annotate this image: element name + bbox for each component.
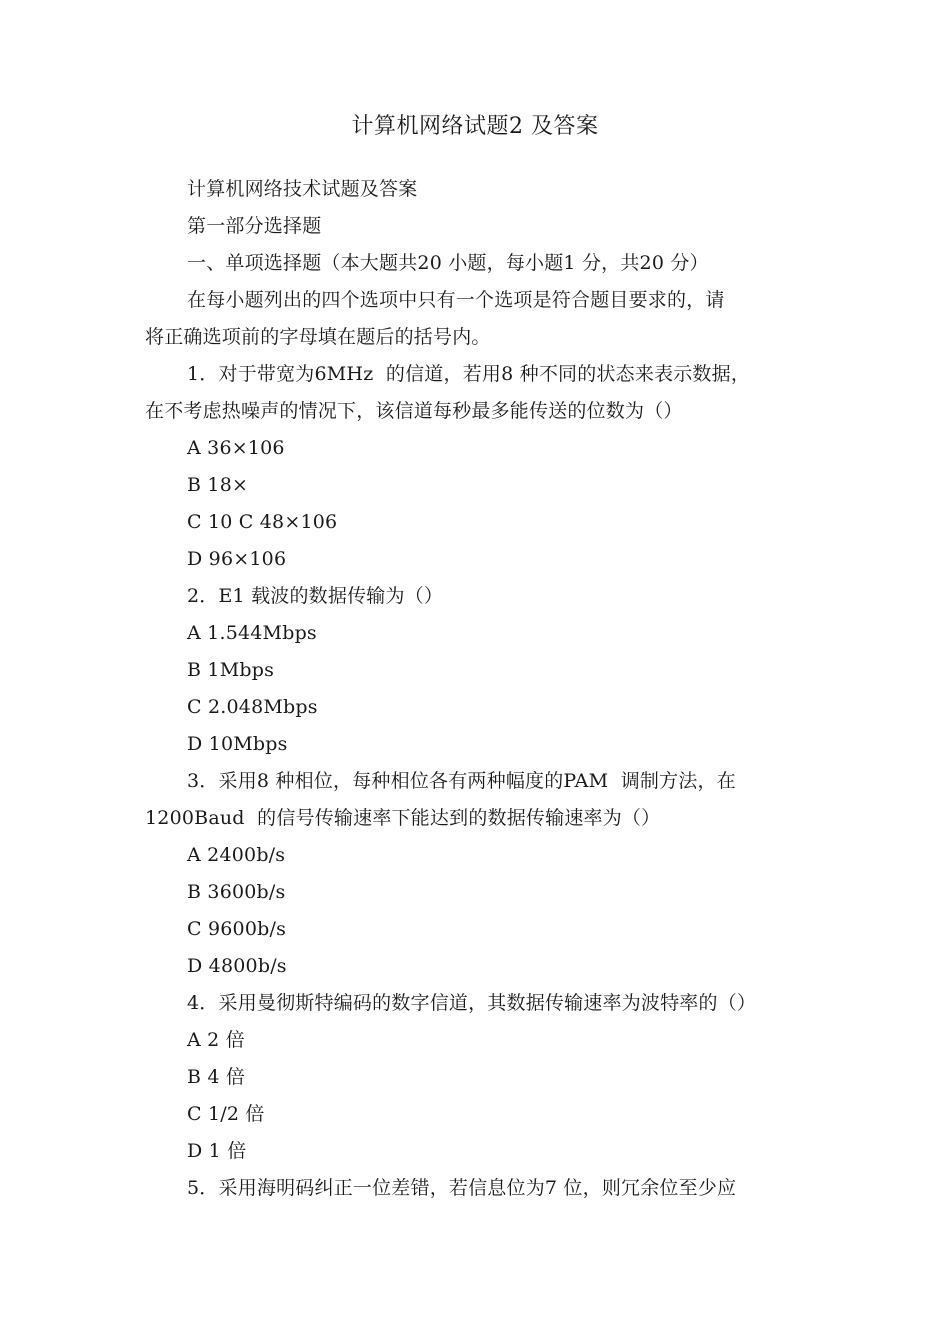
text-line: 在不考虑热噪声的情况下，该信道每秒最多能传送的位数为（） [145,400,683,422]
text-line: C 1/2 倍 [187,1103,265,1125]
text-line: B 18× [187,474,249,496]
text-line: 一、单项选择题（本大题共20 小题，每小题1 分，共20 分） [187,252,709,274]
text-line: 5．采用海明码纠正一位差错，若信息位为7 位，则冗余位至少应 [187,1177,737,1199]
text-line: 1．对于带宽为6MHz 的信道，若用8 种不同的状态来表示数据， [187,363,751,385]
text-line: 4．采用曼彻斯特编码的数字信道，其数据传输速率为波特率的（） [187,992,757,1014]
text-line: A 36×106 [187,437,285,459]
text-line: 将正确选项前的字母填在题后的括号内。 [145,326,491,348]
text-line: D 1 倍 [187,1140,247,1162]
page-title: 计算机网络试题2 及答案 [351,114,599,139]
text-line: 3．采用8 种相位，每种相位各有两种幅度的PAM 调制方法，在 [187,770,736,792]
text-line: C 2.048Mbps [187,696,318,718]
text-line: 计算机网络技术试题及答案 [187,178,418,200]
text-line: D 96×106 [187,548,287,570]
text-line: C 9600b/s [187,918,287,940]
text-line: 2．E1 载波的数据传输为（） [187,585,444,607]
text-line: B 3600b/s [187,881,286,903]
text-line: 在每小题列出的四个选项中只有一个选项是符合题目要求的，请 [187,289,725,311]
text-line: 第一部分选择题 [187,215,322,237]
text-line: C 10 C 48×106 [187,511,338,533]
text-line: D 10Mbps [187,733,288,755]
text-line: D 4800b/s [187,955,287,977]
text-line: A 2 倍 [187,1029,245,1051]
text-line: B 1Mbps [187,659,275,681]
text-line: B 4 倍 [187,1066,246,1088]
text-line: A 2400b/s [187,844,286,866]
text-line: A 1.544Mbps [187,622,317,644]
text-line: 1200Baud 的信号传输速率下能达到的数据传输速率为（） [145,807,661,829]
